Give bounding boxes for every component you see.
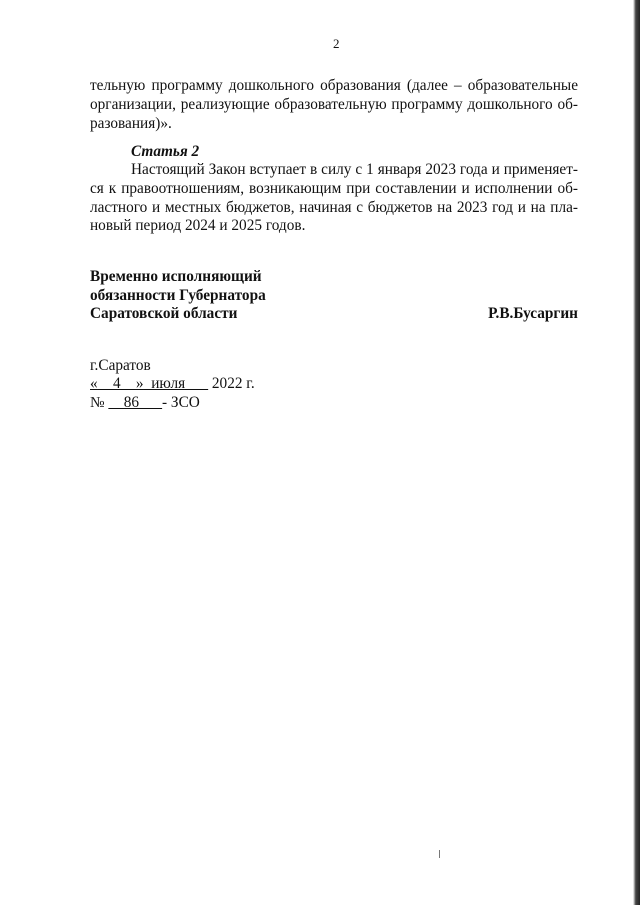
scan-mark xyxy=(439,850,440,858)
body-line: Настоящий Закон вступает в силу с 1 января 2023 года и применяет- xyxy=(131,161,578,178)
number-suffix: - ЗСО xyxy=(161,394,200,411)
body-line: разования)». xyxy=(90,115,172,132)
page-number: 2 xyxy=(333,36,340,51)
number-value: __86___ xyxy=(108,394,162,411)
number-line xyxy=(90,393,578,412)
signatory-title: Временно исполняющий xyxy=(90,268,262,285)
date-day: __4__ xyxy=(97,375,136,392)
body-line: тельную программу дошкольного образования (далее – образовательные xyxy=(90,77,578,94)
body-line: организации, реализующие образовательную программу дошкольного об- xyxy=(90,96,578,113)
signatory-title: обязанности Губернатора xyxy=(90,287,266,304)
place: г.Саратов xyxy=(90,357,151,374)
date-close: » xyxy=(135,375,144,392)
date-year: 2022 г. xyxy=(211,375,255,392)
signatory-title: Саратовской области xyxy=(90,305,238,322)
body-line: новый период 2024 и 2025 годов. xyxy=(90,217,306,234)
signatory-name: Р.В.Бусаргин xyxy=(488,305,578,322)
body-line: ся к правоотношениям, возникающим при составлении и исполнении об- xyxy=(90,180,578,197)
date-open: « xyxy=(90,375,98,392)
body-line: ластного и местных бюджетов, начиная с бюджетов на 2023 год и на пла- xyxy=(90,199,578,216)
number-prefix: № xyxy=(90,394,105,411)
date-line xyxy=(90,374,578,393)
scan-edge xyxy=(633,0,640,905)
date-month: _июля___ xyxy=(143,375,209,392)
article-heading: Статья 2 xyxy=(131,143,200,160)
